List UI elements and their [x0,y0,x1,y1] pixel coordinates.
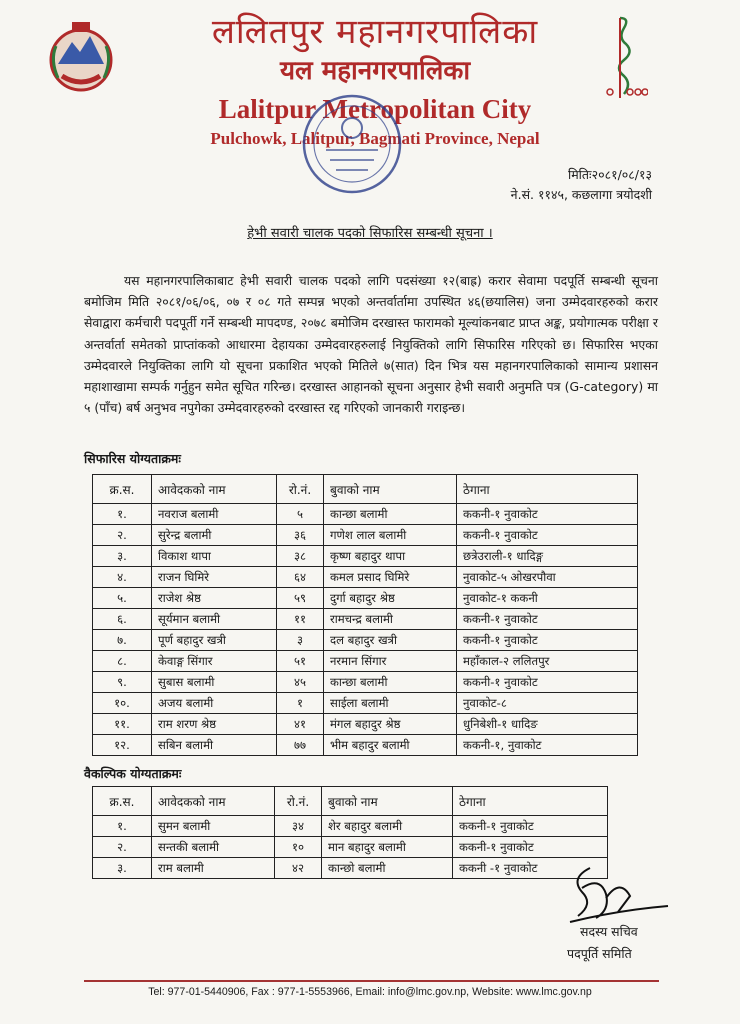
table-cell: कृष्ण बहादुर थापा [324,546,457,567]
column-header: ठेगाना [457,475,638,504]
table-cell: सूर्यमान बलामी [152,609,277,630]
table-cell: ककनी -१ नुवाकोट [453,858,608,879]
table-row [93,714,638,735]
table-cell: शेर बहादुर बलामी [322,816,453,837]
table-cell: साईला बलामी [324,693,457,714]
alternate-section-title: वैकल्पिक योग्यताक्रमः [84,766,182,781]
table-cell: गणेश लाल बलामी [324,525,457,546]
table-cell: १. [93,504,152,525]
table-cell: महाँकाल-२ ललितपुर [457,651,638,672]
table-cell: ११. [93,714,152,735]
nepal-sambat-date: ने.सं. ११४५, कछलागा त्रयोदशी [510,187,652,202]
table-cell: कान्छा बलामी [324,504,457,525]
table-cell: ककनी-१ नुवाकोट [457,630,638,651]
table-cell: ९. [93,672,152,693]
table-cell: १ [277,693,324,714]
table-cell: ककनी-१ नुवाकोट [457,525,638,546]
table-cell: १२. [93,735,152,756]
table-cell: ४५ [277,672,324,693]
table-cell: नवराज बलामी [152,504,277,525]
table-cell: कान्छा बलामी [324,672,457,693]
table-cell: छत्रेउराली-१ धादिङ्ग [457,546,638,567]
table-row [93,735,638,756]
table-cell: ३. [93,858,152,879]
table-cell: ककनी-१, नुवाकोट [457,735,638,756]
table-cell: २. [93,837,152,858]
table-cell: मंगल बहादुर श्रेष्ठ [324,714,457,735]
table-row [93,858,608,879]
table-cell: ककनी-१ नुवाकोट [457,672,638,693]
table-cell: ७. [93,630,152,651]
table-cell: ६४ [277,567,324,588]
table-row [93,837,608,858]
table-cell: पूर्ण बहादुर खत्री [152,630,277,651]
table-cell: धुनिबेशी-१ धादिङ [457,714,638,735]
signatory-committee: पदपूर्ति समिति [567,946,632,961]
table-cell: अजय बलामी [152,693,277,714]
notice-subject [0,223,740,241]
table-cell: १०. [93,693,152,714]
table-header-row [93,787,608,816]
table-header-row [93,475,638,504]
column-header: क्र.स. [93,475,152,504]
notice-body: यस महानगरपालिकाबाट हेभी सवारी चालक पदको लागि पदसंख्या १२(बाह्र) करार सेवामा पदपूर्ति सम्बन्धी सूचना बमोजिम मिति २०८१/०६/०६, ०७ र ०८ गते सम्पन्न भएको अन्तर्वार्तामा उपस्थित ४६(छयालिस) जना उम्मेदवारहरुको करार सेवाद्वारा कर्मचारी पदपूर्ती गर्ने सम्बन्धी मापदण्ड, २०७८ बमोजिम दरखास्त फारामको मूल्यांकनबाट प्राप्त अङ्क, प्रयोगात्मक परीक्षा र अन्तर्वार्ता समेतको प्राप्तांकको आधारमा देहायका उम्मेदवारहरुलाई नियुक्तिको लागि सिफारिस गरिएको छ। सिफारिस भएका उम्मेदवारले नियुक्तिका लागि यो सूचना प्रकाशित भएको मितिले ७(सात) दिन भित्र यस महानगरपालिकाको सामान्य प्रशासन महाशाखामा सम्पर्क गर्नुहुन समेत सूचित गरिन्छ। दरखास्त आहानको सूचना अनुसार हेभी सवारी अनुमति पत्र (G-category) मा ५ (पाँच) बर्ष अनुभव नपुगेका उम्मेदवारहरुको दरखास्त रद्द गरिएको जानकारी गराइन्छ। [84,273,658,416]
table-cell: ककनी-१ नुवाकोट [457,504,638,525]
table-cell: ४२ [275,858,322,879]
office-stamp-icon [296,88,408,200]
table-cell: ३ [277,630,324,651]
table-row [93,546,638,567]
table-cell: १. [93,816,152,837]
column-header: आवेदकको नाम [152,475,277,504]
table-cell: राजेश श्रेष्ठ [152,588,277,609]
recommended-candidates-table [92,474,638,756]
table-cell: ३. [93,546,152,567]
table-cell: दुर्गा बहादुर श्रेष्ठ [324,588,457,609]
table-cell: ३४ [275,816,322,837]
table-cell: नुवाकोट-८ [457,693,638,714]
alternate-candidates-table [92,786,608,879]
table-cell: १० [275,837,322,858]
table-cell: सुरेन्द्र बलामी [152,525,277,546]
table-cell: ८. [93,651,152,672]
footer-divider [84,980,659,982]
column-header: आवेदकको नाम [152,787,275,816]
table-cell: ककनी-१ नुवाकोट [453,837,608,858]
table-cell: कान्छो बलामी [322,858,453,879]
table-row [93,525,638,546]
table-cell: भीम बहादुर बलामी [324,735,457,756]
column-header: क्र.स. [93,787,152,816]
table-cell: ६. [93,609,152,630]
table-cell: दल बहादुर खत्री [324,630,457,651]
table-cell: सुमन बलामी [152,816,275,837]
table-cell: सन्तकी बलामी [152,837,275,858]
table-cell: ५ [277,504,324,525]
table-cell: राजन घिमिरे [152,567,277,588]
table-cell: ५. [93,588,152,609]
column-header: रो.नं. [275,787,322,816]
table-cell: नुवाकोट-१ ककनी [457,588,638,609]
table-cell: केवाङ्ग सिंगार [152,651,277,672]
letterhead-address: Pulchowk, Lalitpur, Bagmati Province, Nepal [210,129,540,148]
table-cell: २. [93,525,152,546]
table-row [93,609,638,630]
table-row [93,588,638,609]
table-cell: कमल प्रसाद घिमिरे [324,567,457,588]
table-cell: ककनी-१ नुवाकोट [453,816,608,837]
signatory-title: सदस्य सचिव [580,924,638,939]
table-cell: सबिन बलामी [152,735,277,756]
column-header: ठेगाना [453,787,608,816]
document-date: मितिः२०८१/०८/१३ [567,167,652,182]
table-row [93,630,638,651]
column-header: बुवाको नाम [324,475,457,504]
table-cell: राम शरण श्रेष्ठ [152,714,277,735]
notice-subject-text: हेभी सवारी चालक पदको सिफारिस सम्बन्धी सूचना । [247,226,493,241]
table-cell: रामचन्द्र बलामी [324,609,457,630]
letterhead-title-newari: यल महानगरपालिका [279,56,471,86]
table-row [93,693,638,714]
column-header: रो.नं. [277,475,324,504]
table-cell: ११ [277,609,324,630]
table-cell: ३८ [277,546,324,567]
letterhead-title-english: Lalitpur Metropolitan City [218,94,532,124]
nepal-government-emblem-icon [46,16,116,98]
table-row [93,672,638,693]
table-cell: ५१ [277,651,324,672]
table-cell: नरमान सिंगार [324,651,457,672]
table-cell: ककनी-१ नुवाकोट [457,609,638,630]
table-row [93,816,608,837]
lalitpur-city-logo-icon [600,14,648,104]
table-cell: राम बलामी [152,858,275,879]
table-cell: ३६ [277,525,324,546]
table-row [93,651,638,672]
table-cell: ४१ [277,714,324,735]
table-row [93,504,638,525]
table-cell: ५९ [277,588,324,609]
table-cell: विकाश थापा [152,546,277,567]
column-header: बुवाको नाम [322,787,453,816]
letterhead-title-nepali: ललितपुर महानगरपालिका [211,12,539,52]
table-cell: सुबास बलामी [152,672,277,693]
table-row [93,567,638,588]
handwritten-signature-icon [560,858,670,932]
table-cell: ४. [93,567,152,588]
footer-contact: Tel: 977-01-5440906, Fax : 977-1-5553966, Email: info@lmc.gov.np, Website: www.lmc.gov.np [148,986,592,998]
recommended-section-title: सिफारिस योग्यताक्रमः [84,451,181,466]
table-cell: मान बहादुर बलामी [322,837,453,858]
table-cell: नुवाकोट-५ ओखरपौवा [457,567,638,588]
table-cell: ७७ [277,735,324,756]
